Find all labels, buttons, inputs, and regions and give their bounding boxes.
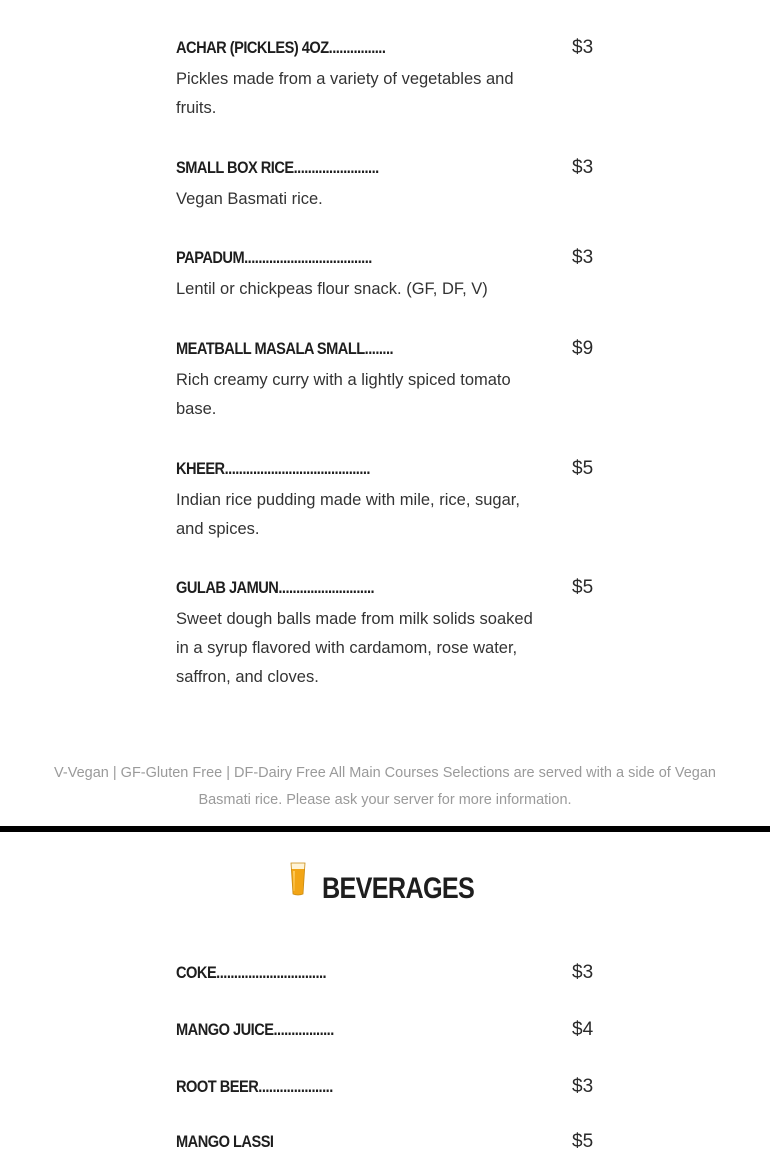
menu-item xyxy=(176,457,596,544)
item-description: Sweet dough balls made from milk solids soaked in a syrup flavored with cardamom, rose water, saffron, and cloves. xyxy=(176,610,533,686)
item-price: $3 xyxy=(572,157,594,178)
menu-item xyxy=(176,246,596,304)
beer-glass-icon xyxy=(287,861,309,897)
item-price: $4 xyxy=(572,1019,594,1040)
beverage-item xyxy=(176,1018,596,1042)
dietary-footnote: V-Vegan | GF-Gluten Free | DF-Dairy Free All Main Courses Selections are served with a side of Vegan Basmati rice. Please ask your server for more information. xyxy=(54,765,716,808)
item-description: Rich creamy curry with a lightly spiced tomato base. xyxy=(176,371,511,418)
item-price: $9 xyxy=(572,338,594,359)
beverage-item xyxy=(176,1130,596,1154)
menu-item xyxy=(176,337,596,424)
item-price: $3 xyxy=(572,37,594,58)
section-divider xyxy=(0,826,770,832)
item-name: MANGO JUICE................. xyxy=(176,1020,334,1039)
menu-item xyxy=(176,156,596,214)
item-description: Pickles made from a variety of vegetables and fruits. xyxy=(176,70,514,117)
item-description: Indian rice pudding made with mile, rice, sugar, and spices. xyxy=(176,491,520,538)
beverages-header xyxy=(0,858,770,918)
section-title: BEVERAGES xyxy=(322,872,475,905)
item-name: ROOT BEER..................... xyxy=(176,1077,333,1096)
item-price: $5 xyxy=(572,458,594,479)
item-name: MANGO LASSI xyxy=(176,1132,274,1151)
beverage-item xyxy=(176,1075,596,1099)
item-name: COKE............................... xyxy=(176,963,327,982)
item-price: $3 xyxy=(572,1076,594,1097)
item-name: PAPADUM.................................... xyxy=(176,248,372,267)
item-name: MEATBALL MASALA SMALL........ xyxy=(176,339,394,358)
beverage-item xyxy=(176,961,596,985)
item-name: KHEER......................................... xyxy=(176,459,370,478)
item-price: $3 xyxy=(572,962,594,983)
item-description: Vegan Basmati rice. xyxy=(176,190,323,208)
menu-item xyxy=(176,576,596,692)
item-description: Lentil or chickpeas flour snack. (GF, DF, V) xyxy=(176,280,488,298)
item-price: $3 xyxy=(572,247,594,268)
item-name: SMALL BOX RICE........................ xyxy=(176,158,379,177)
item-name: GULAB JAMUN........................... xyxy=(176,578,375,597)
item-price: $5 xyxy=(572,577,594,598)
item-price: $5 xyxy=(572,1131,594,1152)
item-name: ACHAR (PICKLES) 4OZ................ xyxy=(176,38,386,57)
menu-item xyxy=(176,36,596,123)
